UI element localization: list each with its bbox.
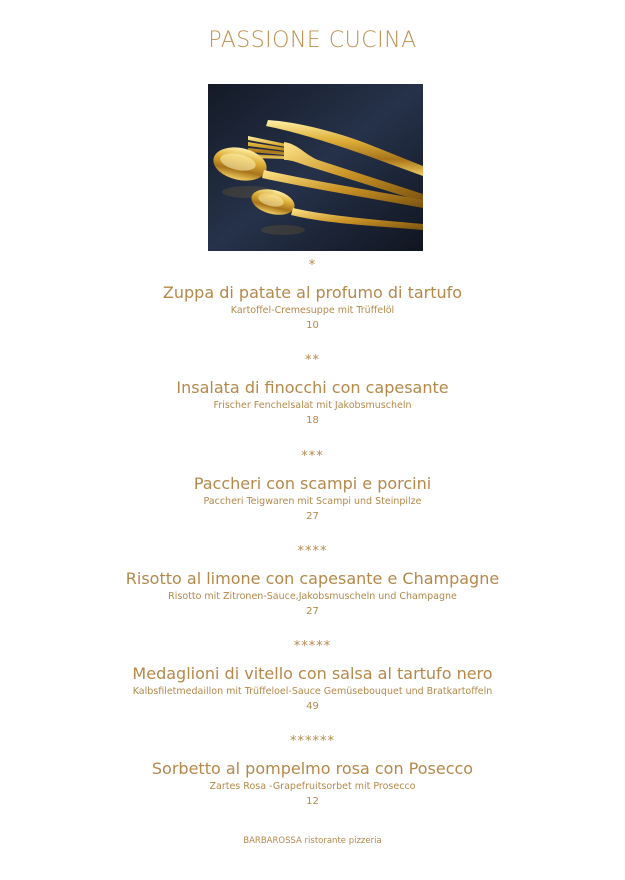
dish-description: Kartoffel-Cremesuppe mit Trüffelöl (230, 305, 395, 316)
course-2 (0, 352, 625, 428)
dish-price: 27 (306, 511, 319, 522)
course-stars: *** (301, 449, 324, 464)
dish-name: Insalata di finocchi con capesante (176, 378, 449, 397)
course-1 (0, 257, 625, 333)
dish-name: Paccheri con scampi e porcini (193, 474, 432, 493)
course-stars: **** (297, 544, 328, 559)
dish-price: 18 (306, 415, 319, 426)
dish-description: Kalbsfiletmedaillon mit Trüffeloel-Sauce Gemüsebouquet und Bratkartoffeln (132, 686, 493, 697)
dish-description: Paccheri Teigwaren mit Scampi und Steinpilze (203, 496, 422, 507)
course-stars: ***** (293, 639, 332, 654)
dish-description: Risotto mit Zitronen-Sauce,Jakobsmuscheln und Champagne (168, 591, 457, 602)
dish-description: Frischer Fenchelsalat mit Jakobsmuscheln (213, 400, 412, 411)
dish-name: Medaglioni di vitello con salsa al tartufo nero (132, 664, 493, 683)
restaurant-footer: BARBAROSSA ristorante pizzeria (243, 836, 382, 846)
dish-price: 12 (306, 796, 319, 807)
course-5 (0, 638, 625, 714)
dish-price: 10 (306, 320, 319, 331)
gold-cutlery-photo (208, 84, 423, 251)
course-4 (0, 543, 625, 619)
dish-name: Risotto al limone con capesante e Champagne (125, 569, 500, 588)
course-stars: ****** (290, 734, 335, 749)
dish-name: Sorbetto al pompelmo rosa con Posecco (151, 759, 474, 778)
dish-price: 27 (306, 606, 319, 617)
dish-description: Zartes Rosa -Grapefruitsorbet mit Prosecco (209, 781, 416, 792)
cutlery-icon (208, 84, 423, 251)
course-6 (0, 733, 625, 809)
menu-title: PASSIONE CUCINA (208, 28, 417, 53)
course-stars: ** (305, 353, 320, 368)
course-3 (0, 448, 625, 524)
dish-price: 49 (306, 701, 319, 712)
course-stars: * (308, 258, 317, 273)
dish-name: Zuppa di patate al profumo di tartufo (162, 283, 463, 302)
